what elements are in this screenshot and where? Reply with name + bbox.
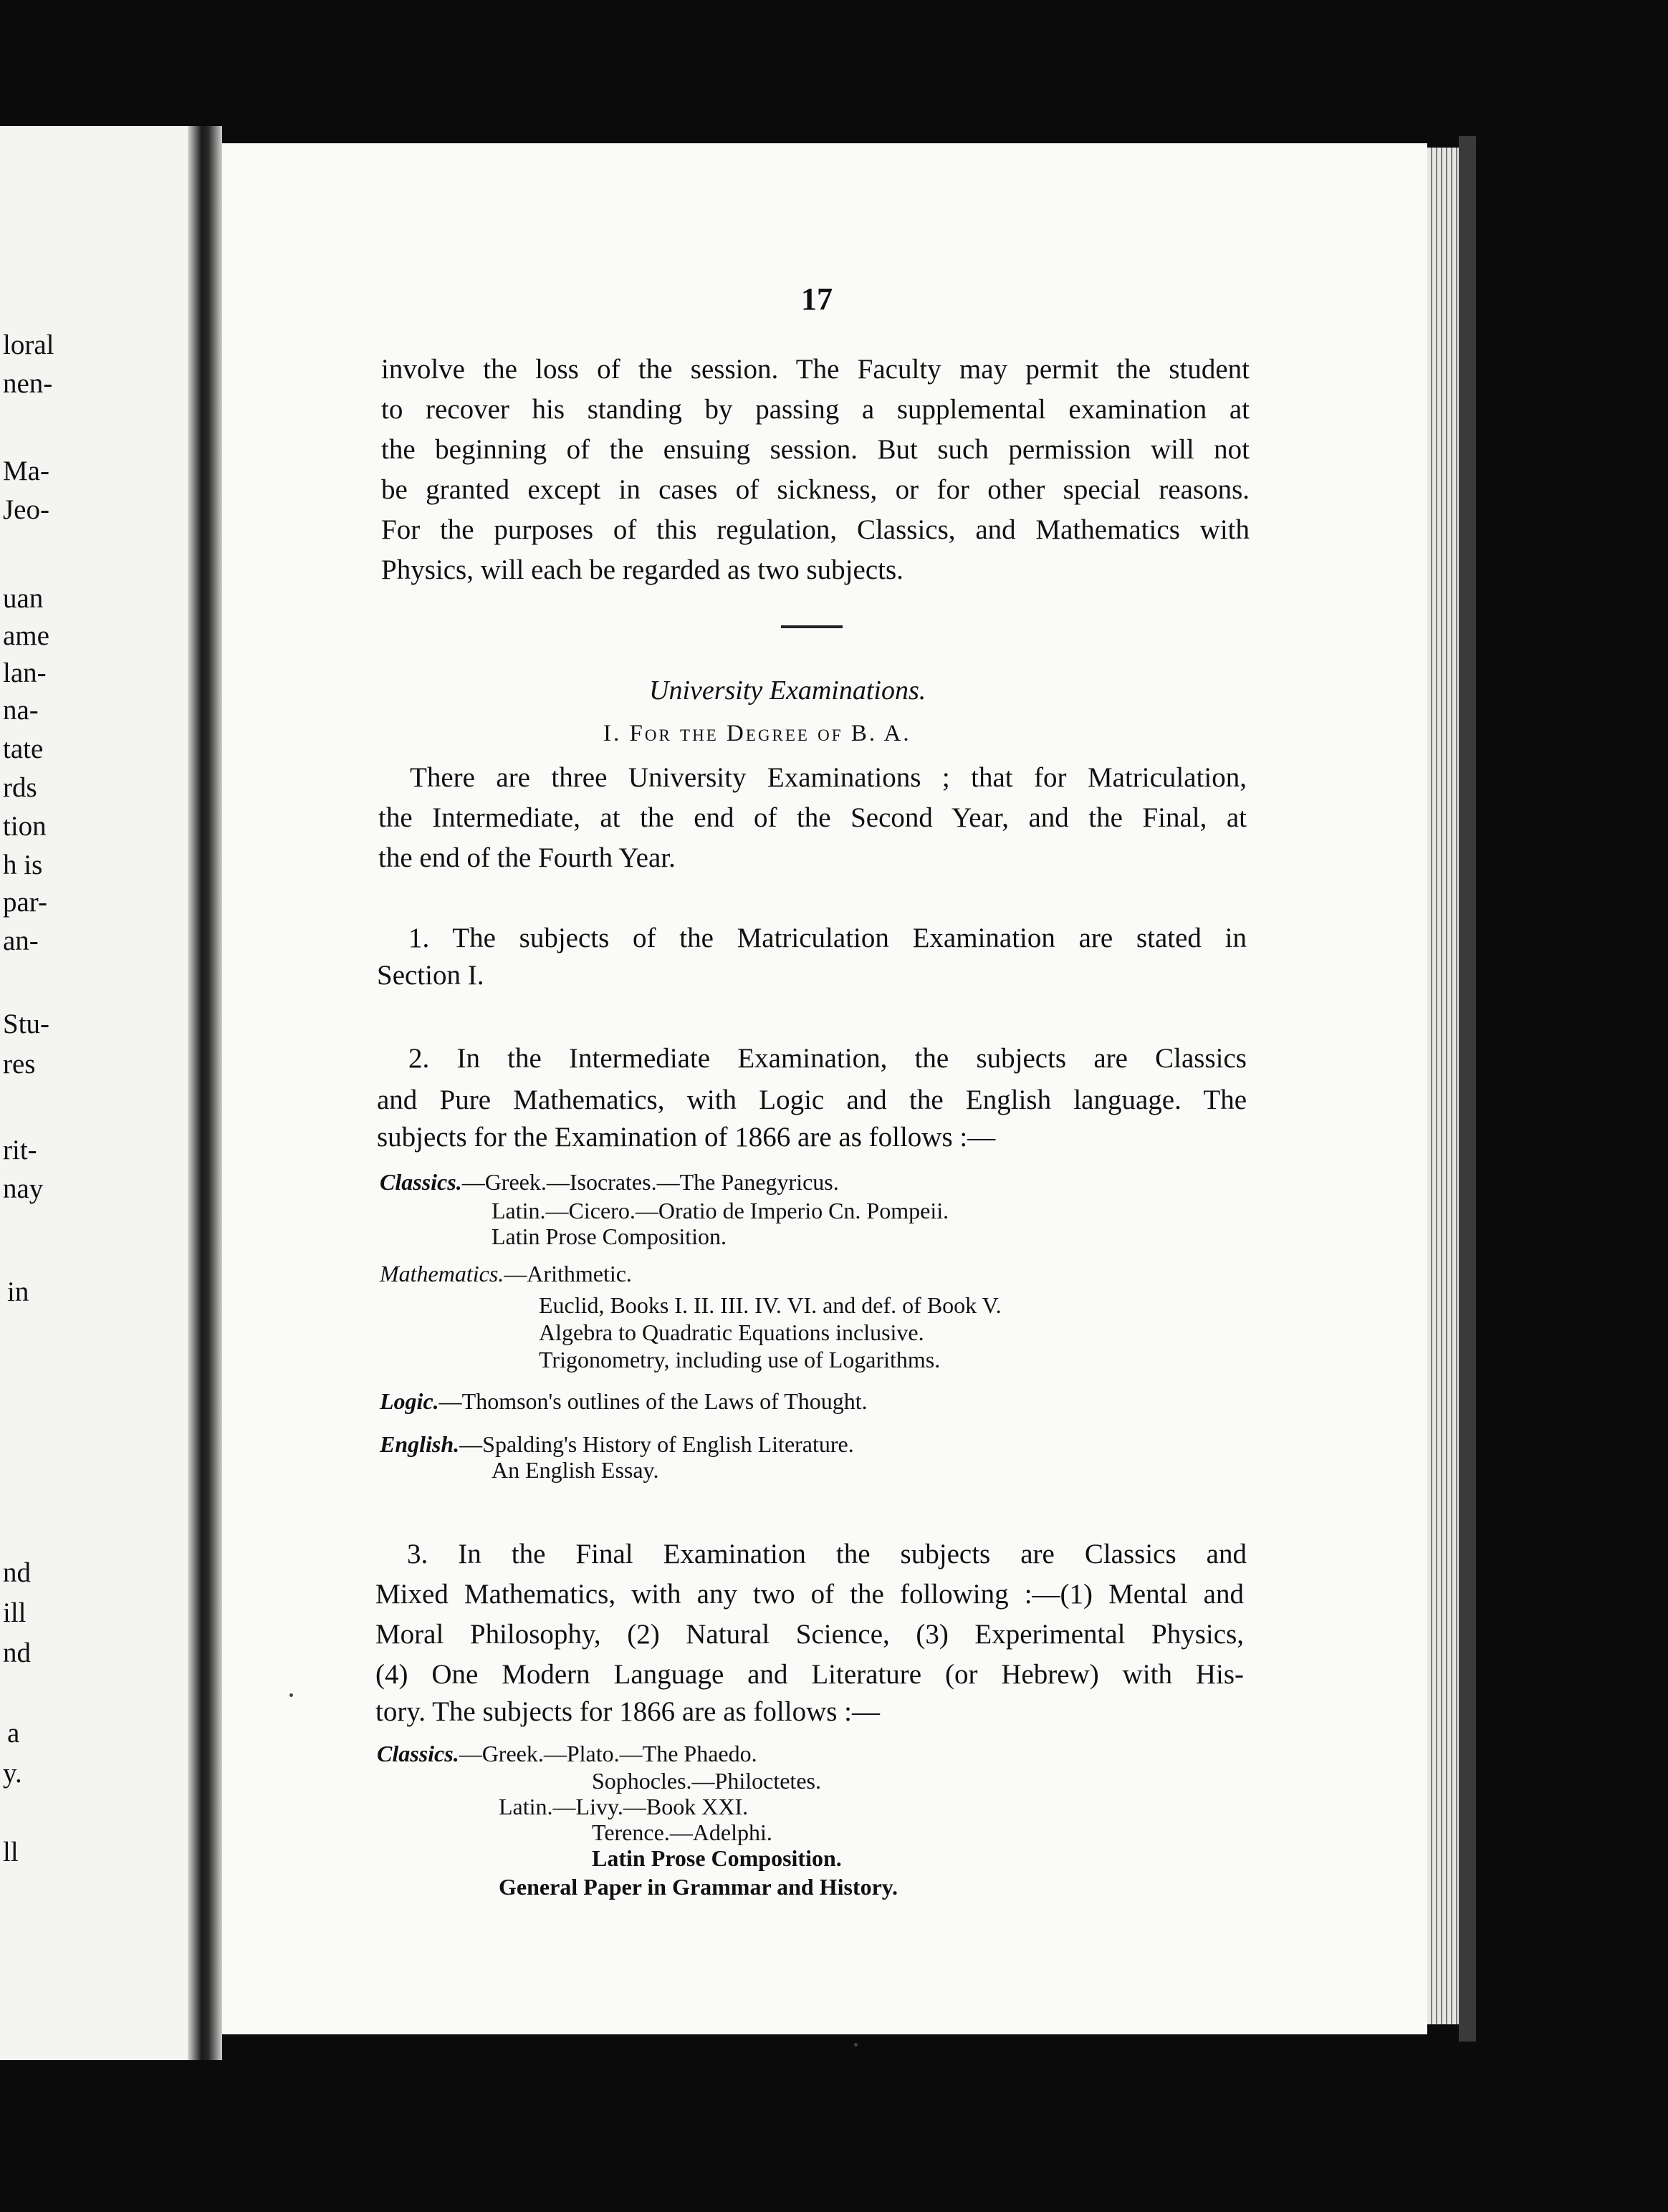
mathematics-entry: [380, 1262, 632, 1285]
text-line: the Intermediate, at the end of the Second Year, and the Final, at: [378, 802, 1247, 833]
left-fragment: lan-: [3, 658, 47, 688]
text-line: 3. In the Final Examination the subjects are Classics and: [407, 1539, 1247, 1569]
subsection-heading: I. For the Degree of B. A.: [603, 721, 911, 746]
syllabus-text: —Greek.—Isocrates.—The Panegyricus.: [461, 1169, 839, 1195]
ink-speck: [854, 2043, 858, 2047]
left-fragment: ame: [3, 620, 49, 651]
text-line: Mixed Mathematics, with any two of the following :—(1) Mental and: [375, 1579, 1244, 1610]
left-fragment: nen-: [3, 368, 53, 399]
left-fragment: Jeo-: [3, 494, 49, 525]
left-fragment: res: [3, 1049, 36, 1079]
left-fragment: rit-: [3, 1135, 37, 1165]
left-fragment: nd: [3, 1638, 31, 1668]
left-fragment: a: [7, 1718, 20, 1749]
left-fragment: uan: [3, 583, 44, 614]
syllabus-line: General Paper in Grammar and History.: [499, 1874, 898, 1900]
ink-speck: [289, 1693, 293, 1697]
section-heading: University Examinations.: [649, 675, 926, 706]
logic-entry: [380, 1390, 868, 1413]
text-line: be granted except in cases of sickness, or for other special reasons.: [381, 474, 1250, 505]
syllabus-line: Sophocles.—Philoctetes.: [592, 1768, 821, 1794]
syllabus-line: Trigonometry, including use of Logarithms.: [539, 1347, 941, 1372]
classics-entry: [377, 1742, 757, 1765]
text-line: There are three University Examinations ; that for Matriculation,: [410, 762, 1247, 793]
text-line: (4) One Modern Language and Literature (or Hebrew) with His-: [375, 1659, 1244, 1690]
text-line: 1. The subjects of the Matriculation Examination are stated in: [408, 923, 1247, 953]
page-edge: [1427, 148, 1459, 2024]
left-fragment: in: [7, 1276, 29, 1307]
left-fragment: Stu-: [3, 1009, 50, 1039]
mathematics-label: Mathematics.: [380, 1261, 504, 1287]
syllabus-line: Terence.—Adelphi.: [592, 1819, 772, 1845]
text-line: involve the loss of the session. The Faculty may permit the student: [381, 354, 1250, 385]
left-fragment: tion: [3, 811, 47, 842]
syllabus-line: Latin Prose Composition.: [592, 1845, 842, 1871]
classics-label: Classics.: [380, 1169, 462, 1195]
syllabus-line: Algebra to Quadratic Equations inclusive.: [539, 1319, 924, 1345]
text-line: and Pure Mathematics, with Logic and the English language. The: [377, 1085, 1247, 1115]
left-fragment: par-: [3, 887, 48, 918]
left-fragment: y.: [3, 1758, 22, 1789]
syllabus-line: An English Essay.: [492, 1457, 659, 1483]
left-fragment: loral: [3, 330, 54, 360]
text-line: the beginning of the ensuing session. But such permission will not: [381, 434, 1250, 465]
text-line: tory. The subjects for 1866 are as follows :—: [375, 1696, 881, 1727]
book-back-board: [1459, 136, 1476, 2042]
syllabus-text: —Thomson's outlines of the Laws of Thought.: [438, 1388, 868, 1414]
english-label: English.: [380, 1431, 460, 1457]
left-fragment: ll: [3, 1837, 19, 1867]
left-fragment: ill: [3, 1597, 27, 1628]
section-divider: [781, 625, 843, 628]
left-fragment: an-: [3, 925, 39, 956]
page-number: 17: [801, 282, 833, 317]
syllabus-line: Latin Prose Composition.: [492, 1223, 727, 1249]
left-fragment: na-: [3, 695, 39, 726]
left-fragment: h is: [3, 850, 43, 880]
text-line: subjects for the Examination of 1866 are as follows :—: [377, 1122, 996, 1153]
classics-entry: [380, 1170, 839, 1193]
left-fragment: nd: [3, 1557, 31, 1588]
left-fragment: nay: [3, 1173, 44, 1204]
text-line: 2. In the Intermediate Examination, the subjects are Classics: [408, 1043, 1247, 1074]
syllabus-line: Latin.—Livy.—Book XXI.: [499, 1794, 749, 1819]
classics-label: Classics.: [377, 1741, 459, 1766]
syllabus-line: Euclid, Books I. II. III. IV. VI. and def. of Book V.: [539, 1292, 1002, 1318]
left-fragment: rds: [3, 772, 37, 803]
text-line: to recover his standing by passing a supplemental examination at: [381, 394, 1250, 425]
logic-label: Logic.: [380, 1388, 439, 1414]
text-line: Section I.: [377, 960, 484, 991]
book-gutter: [188, 126, 222, 2060]
syllabus-text: —Arithmetic.: [504, 1261, 632, 1287]
syllabus-text: —Greek.—Plato.—The Phaedo.: [459, 1741, 757, 1766]
text-line: Moral Philosophy, (2) Natural Science, (3) Experimental Physics,: [375, 1619, 1244, 1650]
text-line: Physics, will each be regarded as two subjects.: [381, 554, 904, 585]
english-entry: [380, 1433, 854, 1456]
left-fragment: tate: [3, 734, 44, 764]
syllabus-text: —Spalding's History of English Literature.: [459, 1431, 854, 1457]
left-facing-page: [0, 126, 212, 2060]
text-line: For the purposes of this regulation, Classics, and Mathematics with: [381, 514, 1250, 545]
text-line: the end of the Fourth Year.: [378, 842, 676, 873]
syllabus-line: Latin.—Cicero.—Oratio de Imperio Cn. Pompeii.: [492, 1198, 949, 1223]
left-fragment: Ma-: [3, 456, 49, 486]
